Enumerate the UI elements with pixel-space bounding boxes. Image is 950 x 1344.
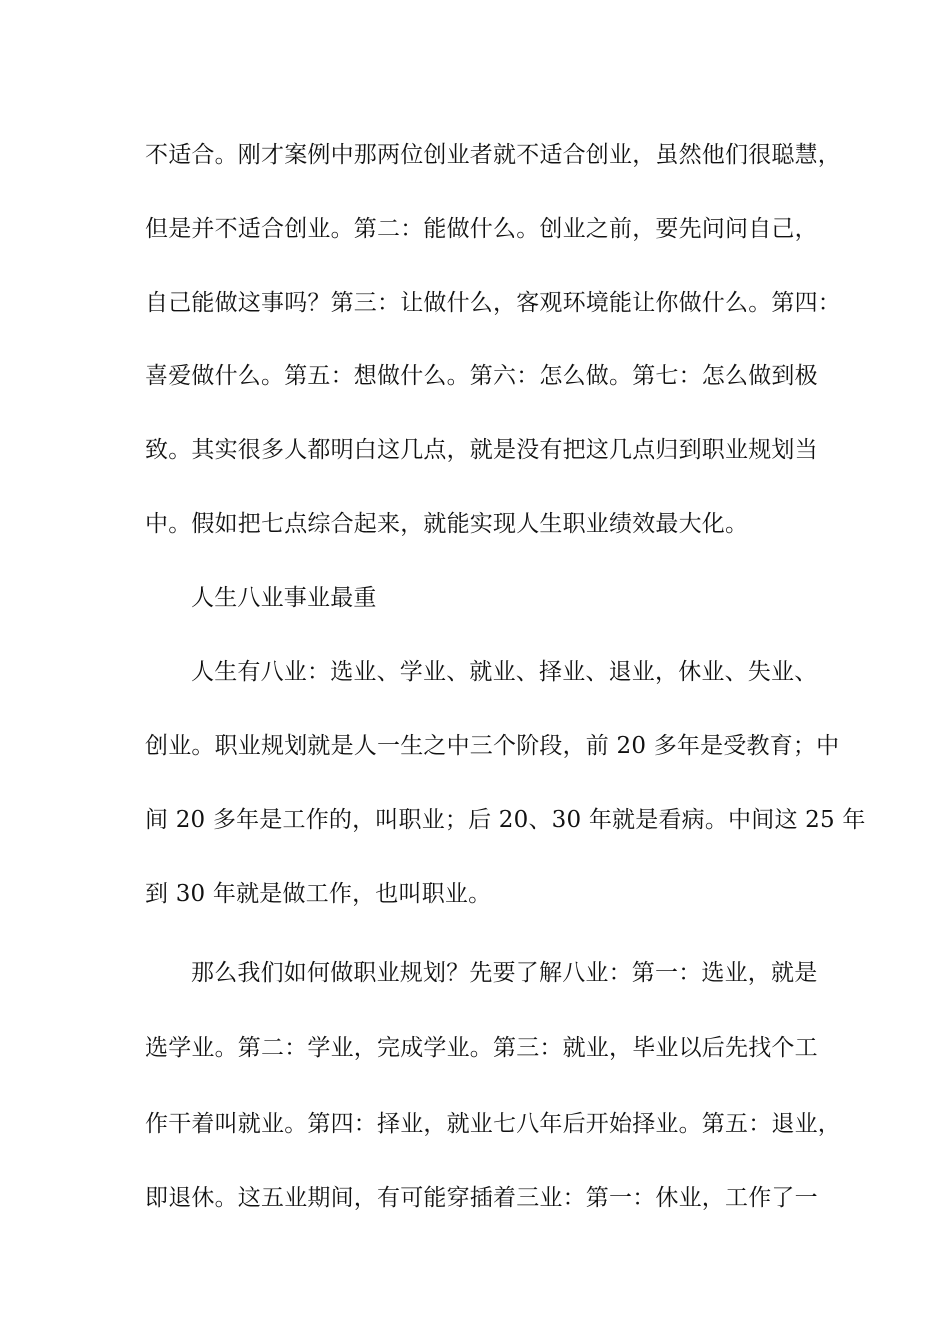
paragraph-line-11: 那么我们如何做职业规划？先要了解八业：第一：选业，就是 bbox=[191, 960, 818, 986]
paragraph-line-7: 人生有八业：选业、学业、就业、择业、退业，休业、失业、 bbox=[191, 659, 818, 685]
paragraph-line-9: 间 20 多年是工作的，叫职业；后 20、30 年就是看病。中间这 25 年 bbox=[145, 807, 866, 833]
paragraph-line-13: 作干着叫就业。第四：择业，就业七八年后开始择业。第五：退业， bbox=[145, 1111, 841, 1137]
paragraph-line-3: 自己能做这事吗？第三：让做什么，客观环境能让你做什么。第四： bbox=[145, 290, 841, 316]
paragraph-line-5: 致。其实很多人都明白这几点，就是没有把这几点归到职业规划当 bbox=[145, 437, 818, 463]
paragraph-line-4: 喜爱做什么。第五：想做什么。第六：怎么做。第七：怎么做到极 bbox=[145, 363, 818, 389]
paragraph-line-14: 即退休。这五业期间，有可能穿插着三业：第一：休业，工作了一 bbox=[145, 1185, 818, 1211]
paragraph-line-10: 到 30 年就是做工作，也叫职业。 bbox=[145, 881, 492, 907]
paragraph-line-8: 创业。职业规划就是人一生之中三个阶段，前 20 多年是受教育；中 bbox=[145, 733, 840, 759]
section-heading: 人生八业事业最重 bbox=[191, 585, 377, 611]
paragraph-line-1: 不适合。刚才案例中那两位创业者就不适合创业，虽然他们很聪慧， bbox=[145, 142, 841, 168]
paragraph-line-2: 但是并不适合创业。第二：能做什么。创业之前，要先问问自己， bbox=[145, 216, 818, 242]
paragraph-line-12: 选学业。第二：学业，完成学业。第三：就业，毕业以后先找个工 bbox=[145, 1035, 818, 1061]
paragraph-line-6: 中。假如把七点综合起来，就能实现人生职业绩效最大化。 bbox=[145, 511, 749, 537]
